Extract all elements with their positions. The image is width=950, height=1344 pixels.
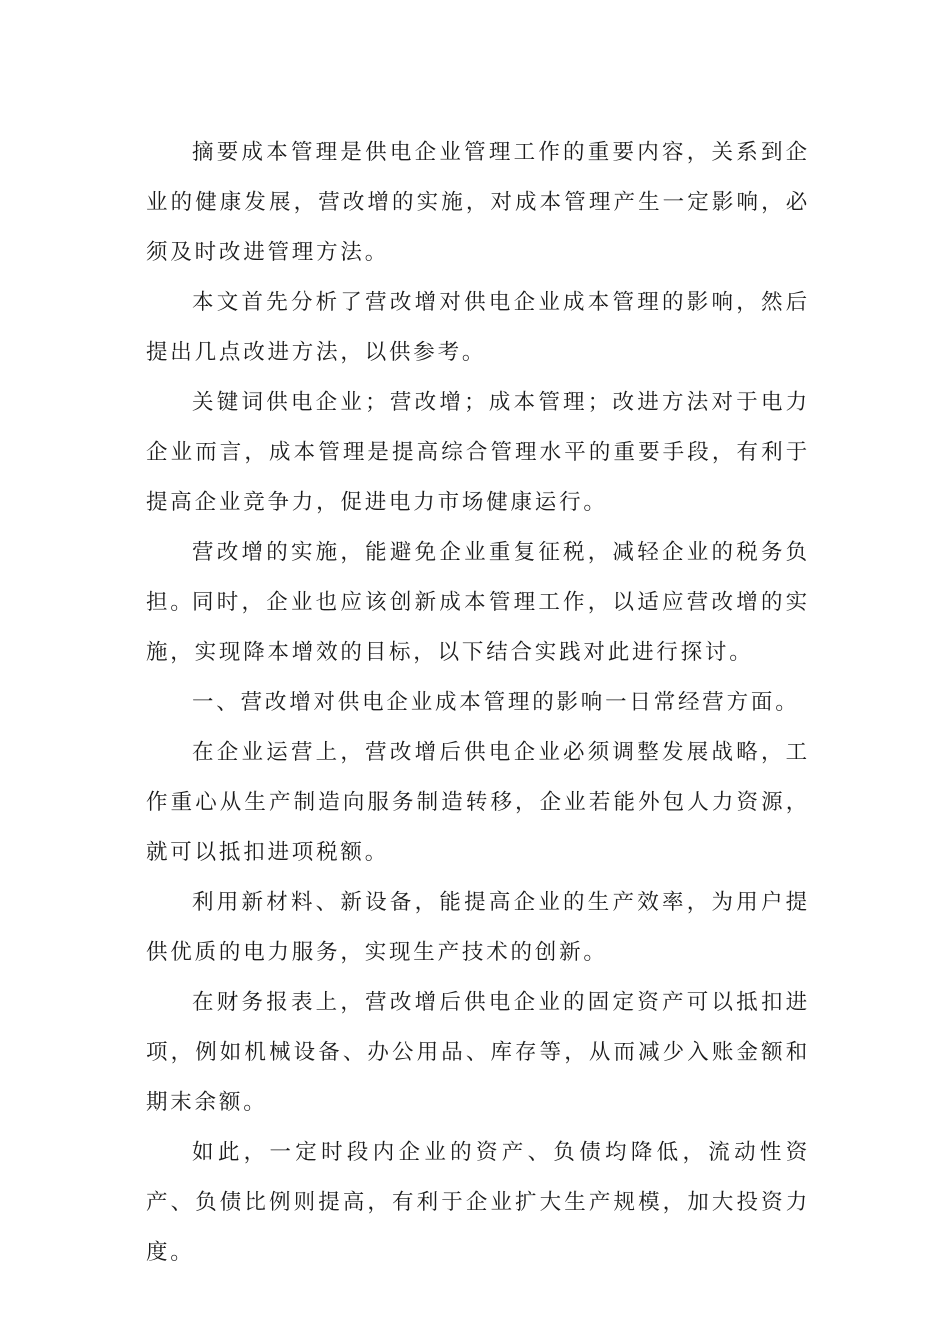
paragraph-assets-liabilities: 如此，一定时段内企业的资产、负债均降低，流动性资产、负债比例则提高，有利于企业扩大生产规模，加大投资力度。 xyxy=(146,1140,810,1265)
paragraph-innovation: 同时，企业也应该创新成本管理工作，以适应营改增的实施，实现降本增效的目标，以下结合实践对此进行探讨。 xyxy=(146,590,810,665)
paragraph-financial-statements: 在财务报表上，营改增后供电企业的固定资产可以抵扣进项，例如机械设备、办公用品、库存等，从而减少入账金额和期末余额。 xyxy=(146,990,810,1115)
section-heading-1: 一、营改增对供电企业成本管理的影响一日常经营方面。 xyxy=(192,690,800,715)
paragraph-intro: 本文首先分析了营改增对供电企业成本管理的影响，然后提出几点改进方法，以供参考。 xyxy=(146,290,810,365)
paragraph-abstract: 摘要成本管理是供电企业管理工作的重要内容，关系到企业的健康发展，营改增的实施，对成本管理产生一定影响，必须及时改进管理方法。 xyxy=(146,140,810,265)
paragraph-tax-reform: 营改增的实施，能避免企业重复征税，减轻企业的税务负担。 xyxy=(146,540,810,615)
paragraph-equipment: 利用新材料、新设备，能提高企业的生产效率，为用户提供优质的电力服务，实现生产技术的创新。 xyxy=(146,890,810,965)
paragraph-keywords: 关键词供电企业；营改增；成本管理；改进方法对于电力企业而言，成本管理是提高综合管理水平的重要手段，有利于提高企业竞争力，促进电力市场健康运行。 xyxy=(146,390,810,515)
paragraph-operations: 在企业运营上，营改增后供电企业必须调整发展战略，工作重心从生产制造向服务制造转移，企业若能外包人力资源，就可以抵扣进项税额。 xyxy=(146,740,810,865)
